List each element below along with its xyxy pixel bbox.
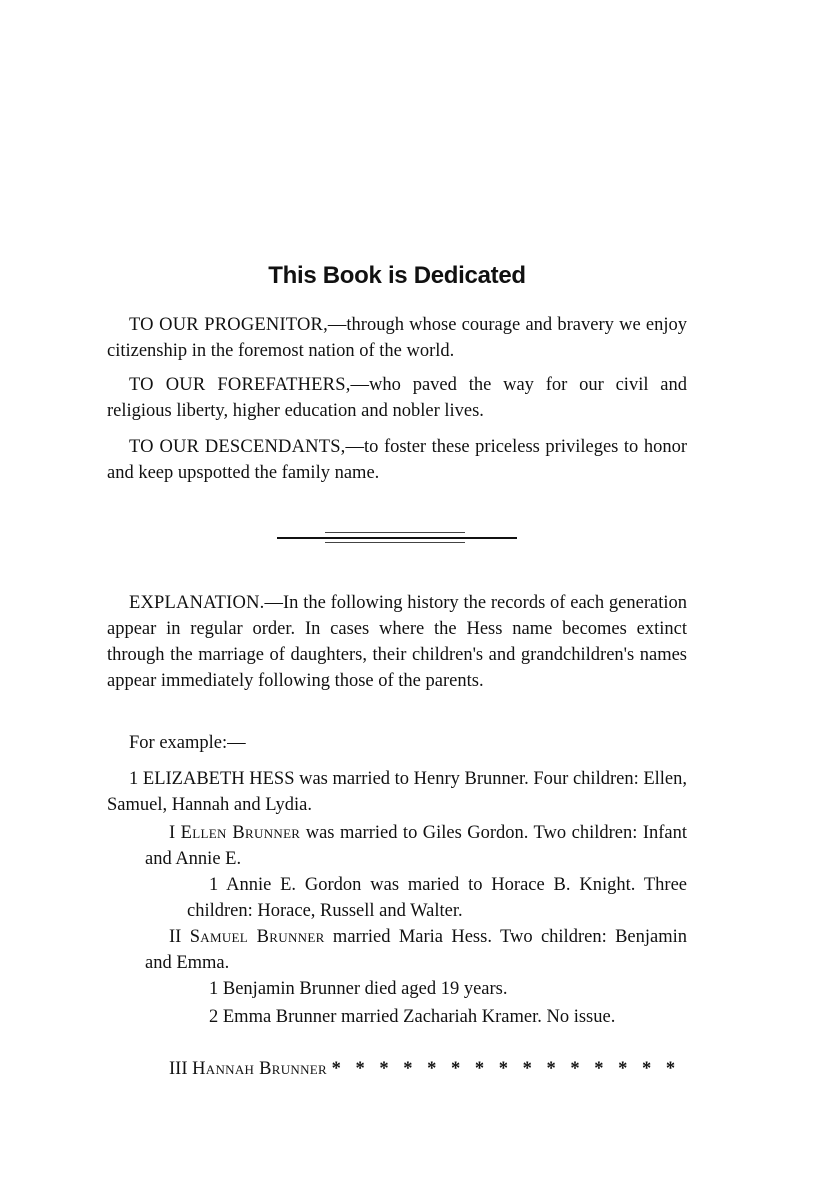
entry-ellen-brunner [145,820,687,872]
explanation [107,590,687,694]
entry-name: Samuel Brunner [189,927,325,947]
explanation-lead: EXPLANATION. [129,593,265,613]
entry-number: II [169,927,182,947]
entry-number: III [169,1059,188,1079]
entry-hannah-brunner [145,1056,687,1082]
entry-number: 1 [129,769,139,789]
page-title: This Book is Dedicated [268,262,526,289]
entry-elizabeth-hess [107,766,687,818]
entry-name: Ellen Brunner [180,823,301,843]
entry-samuel-brunner [145,924,687,976]
entry-text: Annie E. Gordon was maried to Horace B. Knight. Three children: Horace, Russell and Walter. [187,875,687,921]
entry-number: I [169,823,176,843]
entry-annie-gordon [187,872,687,924]
entry-emma-brunner [187,1004,687,1030]
dedication-text: —who paved the way for our civil and religious liberty, higher education and nobler lives. [107,375,688,421]
dedication-text: —through whose courage and bravery we enjoy citizenship in the foremost nation of the world. [107,315,687,361]
dedication-lead: TO OUR DESCENDANTS, [129,437,346,457]
dedication-lead: TO OUR FOREFATHERS, [129,375,351,395]
dedication-lead: TO OUR PROGENITOR, [129,315,328,335]
entry-text: Emma Brunner married Zachariah Kramer. No issue. [222,1007,616,1027]
entry-text: was married to Henry Brunner. Four children: Ellen, Samuel, Hannah and Lydia. [107,769,688,815]
dedication-text: —to foster these priceless privileges to honor and keep upspotted the family name. [107,437,687,483]
entry-number: 1 [209,979,219,999]
entry-text: married Maria Hess. Two children: Benjamin and Emma. [145,927,688,973]
dedication-progenitor [107,312,687,364]
entry-number: 1 [209,875,219,895]
entry-text: Benjamin Brunner died aged 19 years. [222,979,508,999]
entry-stars: * * * * * * * * * * * * * * * [331,1059,681,1079]
entry-name: ELIZABETH HESS [142,769,295,789]
explanation-text: —In the following history the records of each generation appear in regular order. In cases where the Hess name becomes extinct through the marriage of daughters, their children's and grandchildren's names appear immediately following those of the parents. [107,593,687,691]
entry-benjamin-brunner [187,976,687,1002]
entry-number: 2 [209,1007,219,1027]
dedication-descendants [107,434,687,486]
dedication-forefathers [107,372,687,424]
entry-text: was married to Giles Gordon. Two children: Infant and Annie E. [145,823,687,869]
example-label: For example:— [129,733,246,753]
ornamental-divider [277,530,517,546]
entry-name: Hannah Brunner [192,1059,328,1079]
